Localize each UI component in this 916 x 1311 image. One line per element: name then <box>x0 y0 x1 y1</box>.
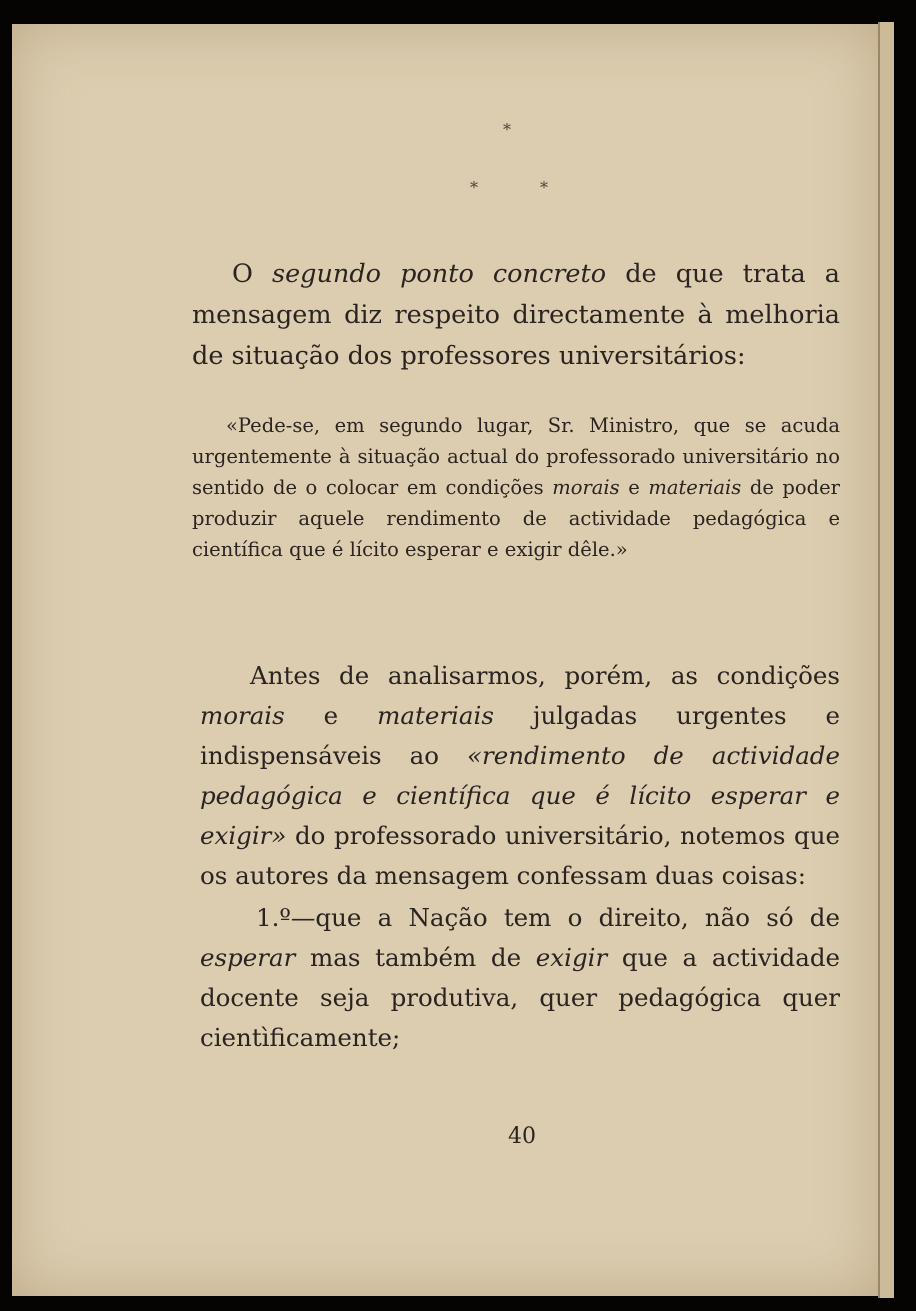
italic-run: segundo ponto concreto <box>272 259 607 289</box>
text-run: e <box>284 701 378 730</box>
text-run: de poder produzir aquele rendimento de actividade pedagógica e científica que é lícito esperar e exigir dêle.» <box>192 476 840 561</box>
text-run: 1.º—que a Nação tem o direito, não só de <box>256 903 840 932</box>
text-run: Antes de analisarmos, porém, as condições <box>250 661 840 690</box>
text-run: «Pede-se, em segundo lugar, Sr. Ministro, que se acuda urgentemente à situação actual do professorado universitário no sentido de o colocar em condições <box>192 414 840 499</box>
page-edge <box>878 22 894 1298</box>
paragraph-first-point <box>200 898 840 1058</box>
italic-run: morais <box>552 476 620 499</box>
text-run: e <box>619 476 649 499</box>
ornament-asterisk-left: * <box>470 178 478 197</box>
italic-run: materiais <box>377 701 494 730</box>
text-run: que a actividade docente seja produtiva, quer pedagógica quer cientìficamente; <box>200 943 841 1052</box>
ornament-asterisk-right: * <box>540 178 548 197</box>
paragraph-analysis <box>200 656 840 896</box>
italic-run: materiais <box>648 476 742 499</box>
italic-run: «rendimento de actividade pedagógica e científica que é lícito esperar e exigir» <box>200 741 840 850</box>
italic-run: exigir <box>535 943 608 972</box>
italic-run: morais <box>200 701 285 730</box>
text-run: O <box>232 259 272 289</box>
text-run: mas também de <box>295 943 536 972</box>
block-quote <box>192 410 840 565</box>
text-run: de que trata a mensagem diz respeito directamente à melhoria de situação dos professores universitários: <box>192 259 841 371</box>
italic-run: esperar <box>200 943 296 972</box>
paragraph-intro <box>192 254 840 377</box>
ornament-asterisk-top: * <box>503 120 511 139</box>
page-number: 40 <box>508 1124 536 1149</box>
text-run: do professorado universitário, notemos que os autores da mensagem confessam duas coisas: <box>200 821 840 890</box>
text-run: julgadas urgentes e indispensáveis ao <box>200 701 840 770</box>
